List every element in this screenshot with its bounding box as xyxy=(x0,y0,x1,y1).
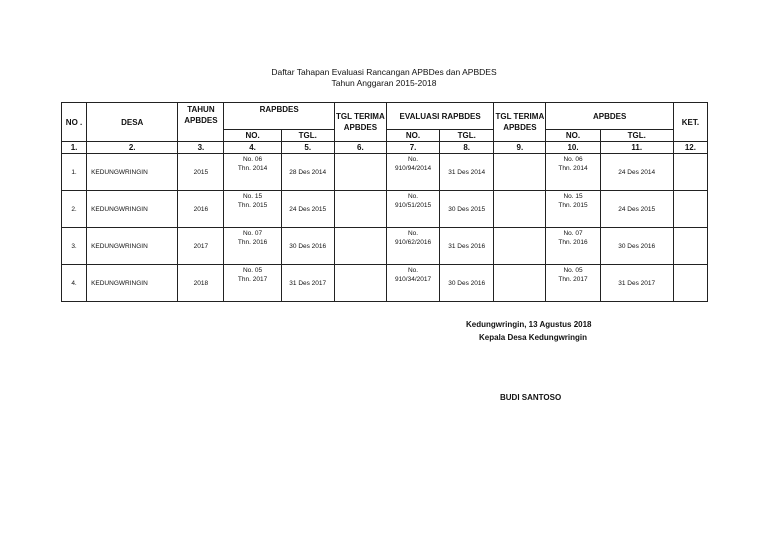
cell-ket xyxy=(673,265,707,302)
cell-apbdes-no: No. 15 Thn. 2015 xyxy=(546,191,600,228)
cell-apbdes-tgl: 30 Des 2016 xyxy=(600,228,673,265)
subheader-apbdes-no: NO. xyxy=(546,130,600,142)
cell-evaluasi-no: No. 910/51/2015 xyxy=(386,191,439,228)
column-number: 5. xyxy=(281,142,334,154)
signature-name: BUDI SANTOSO xyxy=(500,393,562,402)
column-number: 1. xyxy=(62,142,87,154)
column-number: 10. xyxy=(546,142,600,154)
cell-rapbdes-no: No. 07 Thn. 2016 xyxy=(224,228,281,265)
cell-desa: KEDUNGWRINGIN xyxy=(87,228,178,265)
document-title: Daftar Tahapan Evaluasi Rancangan APBDes dan APBDES xyxy=(271,67,497,77)
cell-rapbdes-no: No. 05 Thn. 2017 xyxy=(224,265,281,302)
cell-rapbdes-no: No. 15 Thn. 2015 xyxy=(224,191,281,228)
cell-no: 3. xyxy=(62,228,87,265)
cell-tahun: 2017 xyxy=(178,228,224,265)
header-no: NO . xyxy=(62,103,87,142)
column-number: 6. xyxy=(334,142,386,154)
subheader-evaluasi-tgl: TGL. xyxy=(440,130,494,142)
cell-tgl-terima xyxy=(334,265,386,302)
header-evaluasi-rapbdes: EVALUASI RAPBDES xyxy=(386,103,493,130)
cell-evaluasi-no: No. 910/94/2014 xyxy=(386,154,439,191)
table-row xyxy=(62,228,708,265)
cell-no: 1. xyxy=(62,154,87,191)
column-number: 8. xyxy=(440,142,494,154)
cell-apbdes-tgl: 31 Des 2017 xyxy=(600,265,673,302)
header-desa: DESA xyxy=(87,103,178,142)
cell-evaluasi-tgl: 30 Des 2016 xyxy=(440,265,494,302)
header-ket: KET. xyxy=(673,103,707,142)
cell-evaluasi-no: No. 910/62/2016 xyxy=(386,228,439,265)
cell-rapbdes-tgl: 31 Des 2017 xyxy=(281,265,334,302)
column-number: 3. xyxy=(178,142,224,154)
cell-desa: KEDUNGWRINGIN xyxy=(87,154,178,191)
cell-desa: KEDUNGWRINGIN xyxy=(87,191,178,228)
column-number: 2. xyxy=(87,142,178,154)
cell-tgl-terima-2 xyxy=(494,228,546,265)
cell-tgl-terima-2 xyxy=(494,191,546,228)
cell-evaluasi-tgl: 31 Des 2014 xyxy=(440,154,494,191)
cell-evaluasi-tgl: 30 Des 2015 xyxy=(440,191,494,228)
header-tgl-terima-2: TGL TERIMA APBDES xyxy=(494,103,546,142)
table-row xyxy=(62,154,708,191)
header-apbdes: APBDES xyxy=(546,103,673,130)
cell-tgl-terima xyxy=(334,228,386,265)
cell-tgl-terima-2 xyxy=(494,154,546,191)
evaluation-table xyxy=(61,102,708,302)
cell-rapbdes-tgl: 28 Des 2014 xyxy=(281,154,334,191)
cell-no: 2. xyxy=(62,191,87,228)
cell-apbdes-tgl: 24 Des 2014 xyxy=(600,154,673,191)
cell-apbdes-no: No. 07 Thn. 2016 xyxy=(546,228,600,265)
header-tahun-apbdes: TAHUN APBDES xyxy=(178,103,224,142)
cell-ket xyxy=(673,191,707,228)
cell-apbdes-tgl: 24 Des 2015 xyxy=(600,191,673,228)
cell-apbdes-no: No. 06 Thn. 2014 xyxy=(546,154,600,191)
signature-place-date: Kedungwringin, 13 Agustus 2018 xyxy=(466,320,592,329)
column-number: 7. xyxy=(386,142,439,154)
cell-rapbdes-no: No. 06 Thn. 2014 xyxy=(224,154,281,191)
cell-evaluasi-no: No. 910/34/2017 xyxy=(386,265,439,302)
cell-apbdes-no: No. 05 Thn. 2017 xyxy=(546,265,600,302)
cell-no: 4. xyxy=(62,265,87,302)
cell-rapbdes-tgl: 30 Des 2016 xyxy=(281,228,334,265)
cell-desa: KEDUNGWRINGIN xyxy=(87,265,178,302)
subheader-rapbdes-no: NO. xyxy=(224,130,281,142)
column-number: 9. xyxy=(494,142,546,154)
cell-tahun: 2018 xyxy=(178,265,224,302)
subheader-evaluasi-no: NO. xyxy=(386,130,439,142)
cell-tahun: 2015 xyxy=(178,154,224,191)
cell-tgl-terima xyxy=(334,154,386,191)
header-tgl-terima-1: TGL TERIMA APBDES xyxy=(334,103,386,142)
cell-evaluasi-tgl: 31 Des 2016 xyxy=(440,228,494,265)
subheader-apbdes-tgl: TGL. xyxy=(600,130,673,142)
cell-tgl-terima xyxy=(334,191,386,228)
cell-rapbdes-tgl: 24 Des 2015 xyxy=(281,191,334,228)
cell-ket xyxy=(673,154,707,191)
column-number: 4. xyxy=(224,142,281,154)
signature-position: Kepala Desa Kedungwringin xyxy=(479,333,588,342)
header-rapbdes: RAPBDES xyxy=(224,103,334,130)
cell-tahun: 2016 xyxy=(178,191,224,228)
subheader-rapbdes-tgl: TGL. xyxy=(281,130,334,142)
column-number: 11. xyxy=(600,142,673,154)
cell-tgl-terima-2 xyxy=(494,265,546,302)
column-number: 12. xyxy=(673,142,707,154)
table-row xyxy=(62,265,708,302)
document-subtitle: Tahun Anggaran 2015-2018 xyxy=(331,78,437,88)
cell-ket xyxy=(673,228,707,265)
table-row xyxy=(62,191,708,228)
